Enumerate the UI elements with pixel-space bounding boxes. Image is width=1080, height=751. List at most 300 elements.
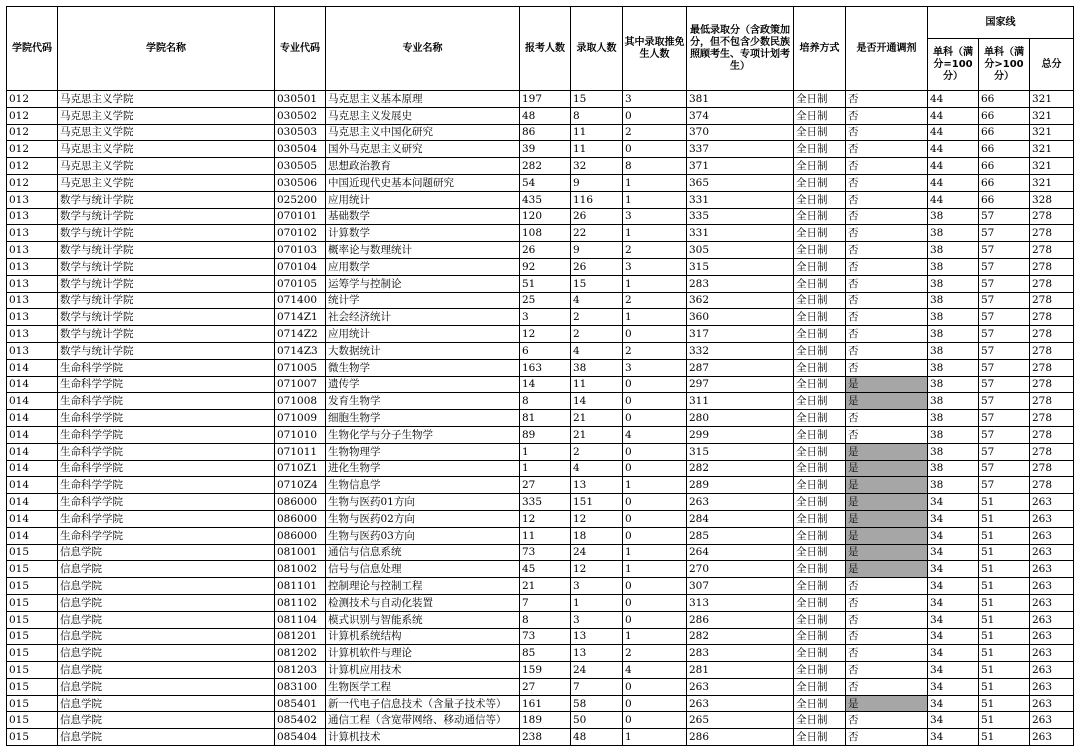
- recommended-cell: 1: [623, 561, 687, 578]
- min-score-cell: 285: [687, 527, 794, 544]
- total-cell: 263: [1030, 678, 1074, 695]
- adjustment-cell: 否: [846, 292, 928, 309]
- applicants-cell: 81: [520, 410, 571, 427]
- major-code-cell: 081101: [275, 578, 326, 595]
- applicants-cell: 1: [520, 443, 571, 460]
- admitted-cell: 14: [571, 393, 623, 410]
- adjustment-cell: 是: [846, 443, 928, 460]
- study-mode-cell: 全日制: [794, 275, 846, 292]
- adjustment-cell: 是: [846, 695, 928, 712]
- table-row: [7, 460, 1074, 477]
- header-college-code: 学院代码: [7, 7, 58, 91]
- major-code-cell: 070101: [275, 208, 326, 225]
- single-100-cell: 34: [928, 678, 979, 695]
- recommended-cell: 1: [623, 544, 687, 561]
- table-row: [7, 91, 1074, 108]
- college-name-cell: 信息学院: [58, 561, 275, 578]
- adjustment-cell: 是: [846, 527, 928, 544]
- total-cell: 278: [1030, 342, 1074, 359]
- single-over-100-cell: 51: [979, 628, 1030, 645]
- recommended-cell: 0: [623, 594, 687, 611]
- adjustment-cell: 否: [846, 628, 928, 645]
- total-cell: 263: [1030, 510, 1074, 527]
- college-name-cell: 生命科学学院: [58, 443, 275, 460]
- major-name-cell: 通信工程（含宽带网络、移动通信等）: [326, 712, 520, 729]
- major-name-cell: 生物与医药02方向: [326, 510, 520, 527]
- major-name-cell: 微生物学: [326, 359, 520, 376]
- applicants-cell: 39: [520, 141, 571, 158]
- applicants-cell: 12: [520, 510, 571, 527]
- table-row: [7, 611, 1074, 628]
- major-code-cell: 086000: [275, 494, 326, 511]
- recommended-cell: 2: [623, 124, 687, 141]
- recommended-cell: 2: [623, 645, 687, 662]
- college-code-cell: 012: [7, 107, 58, 124]
- recommended-cell: 0: [623, 326, 687, 343]
- min-score-cell: 264: [687, 544, 794, 561]
- min-score-cell: 263: [687, 695, 794, 712]
- major-name-cell: 新一代电子信息技术（含量子技术等）: [326, 695, 520, 712]
- table-row: [7, 561, 1074, 578]
- min-score-cell: 280: [687, 410, 794, 427]
- admitted-cell: 12: [571, 561, 623, 578]
- study-mode-cell: 全日制: [794, 326, 846, 343]
- single-over-100-cell: 51: [979, 645, 1030, 662]
- single-over-100-cell: 51: [979, 561, 1030, 578]
- table-row: [7, 376, 1074, 393]
- single-over-100-cell: 57: [979, 342, 1030, 359]
- college-name-cell: 信息学院: [58, 695, 275, 712]
- adjustment-cell: 否: [846, 712, 928, 729]
- college-name-cell: 信息学院: [58, 662, 275, 679]
- single-100-cell: 34: [928, 494, 979, 511]
- min-score-cell: 281: [687, 662, 794, 679]
- applicants-cell: 108: [520, 225, 571, 242]
- single-over-100-cell: 51: [979, 527, 1030, 544]
- college-name-cell: 生命科学学院: [58, 494, 275, 511]
- adjustment-cell: 否: [846, 410, 928, 427]
- total-cell: 278: [1030, 208, 1074, 225]
- single-over-100-cell: 57: [979, 208, 1030, 225]
- major-name-cell: 信号与信息处理: [326, 561, 520, 578]
- total-cell: 263: [1030, 729, 1074, 746]
- college-name-cell: 生命科学学院: [58, 527, 275, 544]
- single-100-cell: 34: [928, 561, 979, 578]
- single-over-100-cell: 66: [979, 158, 1030, 175]
- college-code-cell: 013: [7, 342, 58, 359]
- single-100-cell: 38: [928, 342, 979, 359]
- college-code-cell: 015: [7, 695, 58, 712]
- major-name-cell: 检测技术与自动化装置: [326, 594, 520, 611]
- study-mode-cell: 全日制: [794, 494, 846, 511]
- admitted-cell: 32: [571, 158, 623, 175]
- major-code-cell: 070103: [275, 242, 326, 259]
- single-100-cell: 38: [928, 258, 979, 275]
- recommended-cell: 0: [623, 376, 687, 393]
- major-code-cell: 070105: [275, 275, 326, 292]
- header-study-mode: 培养方式: [794, 7, 846, 91]
- single-100-cell: 38: [928, 460, 979, 477]
- major-name-cell: 思想政治教育: [326, 158, 520, 175]
- adjustment-cell: 否: [846, 191, 928, 208]
- min-score-cell: 305: [687, 242, 794, 259]
- min-score-cell: 360: [687, 309, 794, 326]
- applicants-cell: 159: [520, 662, 571, 679]
- single-over-100-cell: 66: [979, 191, 1030, 208]
- major-code-cell: 081001: [275, 544, 326, 561]
- single-over-100-cell: 57: [979, 460, 1030, 477]
- recommended-cell: 2: [623, 242, 687, 259]
- study-mode-cell: 全日制: [794, 292, 846, 309]
- adjustment-cell: 否: [846, 124, 928, 141]
- college-code-cell: 014: [7, 359, 58, 376]
- college-code-cell: 013: [7, 208, 58, 225]
- study-mode-cell: 全日制: [794, 141, 846, 158]
- recommended-cell: 3: [623, 208, 687, 225]
- admitted-cell: 4: [571, 342, 623, 359]
- admitted-cell: 4: [571, 292, 623, 309]
- single-100-cell: 38: [928, 225, 979, 242]
- single-100-cell: 38: [928, 477, 979, 494]
- adjustment-cell: 否: [846, 258, 928, 275]
- table-row: [7, 309, 1074, 326]
- admitted-cell: 15: [571, 91, 623, 108]
- admitted-cell: 2: [571, 309, 623, 326]
- major-name-cell: 统计学: [326, 292, 520, 309]
- major-code-cell: 070104: [275, 258, 326, 275]
- recommended-cell: 0: [623, 678, 687, 695]
- study-mode-cell: 全日制: [794, 594, 846, 611]
- recommended-cell: 1: [623, 309, 687, 326]
- major-code-cell: 0710Z1: [275, 460, 326, 477]
- single-over-100-cell: 57: [979, 309, 1030, 326]
- major-code-cell: 085401: [275, 695, 326, 712]
- college-code-cell: 015: [7, 544, 58, 561]
- adjustment-cell: 否: [846, 141, 928, 158]
- admitted-cell: 13: [571, 628, 623, 645]
- study-mode-cell: 全日制: [794, 342, 846, 359]
- admitted-cell: 21: [571, 426, 623, 443]
- admitted-cell: 3: [571, 578, 623, 595]
- table-row: [7, 578, 1074, 595]
- college-code-cell: 014: [7, 443, 58, 460]
- major-code-cell: 081002: [275, 561, 326, 578]
- adjustment-cell: 是: [846, 460, 928, 477]
- college-code-cell: 013: [7, 275, 58, 292]
- single-100-cell: 44: [928, 191, 979, 208]
- adjustment-cell: 否: [846, 426, 928, 443]
- single-100-cell: 34: [928, 578, 979, 595]
- table-row: [7, 107, 1074, 124]
- table-row: [7, 208, 1074, 225]
- recommended-cell: 0: [623, 107, 687, 124]
- major-name-cell: 计算机应用技术: [326, 662, 520, 679]
- college-code-cell: 013: [7, 292, 58, 309]
- college-name-cell: 信息学院: [58, 628, 275, 645]
- table-row: [7, 174, 1074, 191]
- min-score-cell: 283: [687, 645, 794, 662]
- admitted-cell: 12: [571, 510, 623, 527]
- admitted-cell: 50: [571, 712, 623, 729]
- table-row: [7, 410, 1074, 427]
- applicants-cell: 163: [520, 359, 571, 376]
- total-cell: 278: [1030, 359, 1074, 376]
- admitted-cell: 11: [571, 376, 623, 393]
- table-row: [7, 443, 1074, 460]
- major-code-cell: 071011: [275, 443, 326, 460]
- table-row: [7, 477, 1074, 494]
- recommended-cell: 3: [623, 258, 687, 275]
- college-code-cell: 015: [7, 662, 58, 679]
- adjustment-cell: 是: [846, 393, 928, 410]
- college-code-cell: 012: [7, 158, 58, 175]
- adjustment-cell: 否: [846, 578, 928, 595]
- admitted-cell: 116: [571, 191, 623, 208]
- adjustment-cell: 否: [846, 611, 928, 628]
- min-score-cell: 315: [687, 443, 794, 460]
- total-cell: 278: [1030, 376, 1074, 393]
- table-row: [7, 729, 1074, 746]
- college-name-cell: 数学与统计学院: [58, 242, 275, 259]
- major-name-cell: 计算数学: [326, 225, 520, 242]
- major-name-cell: 基础数学: [326, 208, 520, 225]
- min-score-cell: 299: [687, 426, 794, 443]
- study-mode-cell: 全日制: [794, 477, 846, 494]
- table-row: [7, 393, 1074, 410]
- single-over-100-cell: 51: [979, 712, 1030, 729]
- table-row: [7, 326, 1074, 343]
- recommended-cell: 0: [623, 712, 687, 729]
- adjustment-cell: 否: [846, 174, 928, 191]
- study-mode-cell: 全日制: [794, 561, 846, 578]
- total-cell: 321: [1030, 124, 1074, 141]
- major-name-cell: 大数据统计: [326, 342, 520, 359]
- single-100-cell: 44: [928, 91, 979, 108]
- college-code-cell: 013: [7, 225, 58, 242]
- admitted-cell: 24: [571, 544, 623, 561]
- table-row: [7, 662, 1074, 679]
- min-score-cell: 307: [687, 578, 794, 595]
- adjustment-cell: 否: [846, 326, 928, 343]
- major-name-cell: 控制理论与控制工程: [326, 578, 520, 595]
- single-100-cell: 34: [928, 544, 979, 561]
- major-code-cell: 025200: [275, 191, 326, 208]
- applicants-cell: 282: [520, 158, 571, 175]
- applicants-cell: 435: [520, 191, 571, 208]
- total-cell: 263: [1030, 628, 1074, 645]
- table-row: [7, 594, 1074, 611]
- college-code-cell: 012: [7, 141, 58, 158]
- adjustment-cell: 否: [846, 208, 928, 225]
- total-cell: 321: [1030, 174, 1074, 191]
- admitted-cell: 2: [571, 326, 623, 343]
- min-score-cell: 335: [687, 208, 794, 225]
- college-code-cell: 014: [7, 426, 58, 443]
- college-name-cell: 数学与统计学院: [58, 275, 275, 292]
- study-mode-cell: 全日制: [794, 309, 846, 326]
- major-code-cell: 070102: [275, 225, 326, 242]
- applicants-cell: 11: [520, 527, 571, 544]
- adjustment-cell: 否: [846, 678, 928, 695]
- major-code-cell: 030503: [275, 124, 326, 141]
- college-name-cell: 生命科学学院: [58, 393, 275, 410]
- applicants-cell: 197: [520, 91, 571, 108]
- college-code-cell: 014: [7, 477, 58, 494]
- college-code-cell: 014: [7, 376, 58, 393]
- study-mode-cell: 全日制: [794, 393, 846, 410]
- header-single-over-100: 单科（满分>100分）: [979, 39, 1030, 91]
- major-name-cell: 生物物理学: [326, 443, 520, 460]
- single-100-cell: 34: [928, 628, 979, 645]
- header-major-name: 专业名称: [326, 7, 520, 91]
- major-code-cell: 071007: [275, 376, 326, 393]
- major-code-cell: 030506: [275, 174, 326, 191]
- applicants-cell: 73: [520, 628, 571, 645]
- header-major-code: 专业代码: [275, 7, 326, 91]
- total-cell: 263: [1030, 662, 1074, 679]
- major-code-cell: 085404: [275, 729, 326, 746]
- major-name-cell: 国外马克思主义研究: [326, 141, 520, 158]
- study-mode-cell: 全日制: [794, 695, 846, 712]
- single-over-100-cell: 57: [979, 242, 1030, 259]
- college-code-cell: 015: [7, 678, 58, 695]
- table-row: [7, 510, 1074, 527]
- single-over-100-cell: 51: [979, 729, 1030, 746]
- admitted-cell: 21: [571, 410, 623, 427]
- adjustment-cell: 否: [846, 225, 928, 242]
- recommended-cell: 0: [623, 460, 687, 477]
- admitted-cell: 4: [571, 460, 623, 477]
- recommended-cell: 0: [623, 141, 687, 158]
- recommended-cell: 4: [623, 426, 687, 443]
- college-code-cell: 013: [7, 258, 58, 275]
- major-name-cell: 生物化学与分子生物学: [326, 426, 520, 443]
- adjustment-cell: 否: [846, 662, 928, 679]
- table-row: [7, 225, 1074, 242]
- min-score-cell: 337: [687, 141, 794, 158]
- min-score-cell: 381: [687, 91, 794, 108]
- min-score-cell: 317: [687, 326, 794, 343]
- admitted-cell: 1: [571, 594, 623, 611]
- major-code-cell: 086000: [275, 527, 326, 544]
- college-name-cell: 马克思主义学院: [58, 158, 275, 175]
- single-100-cell: 38: [928, 275, 979, 292]
- college-code-cell: 013: [7, 309, 58, 326]
- study-mode-cell: 全日制: [794, 527, 846, 544]
- college-code-cell: 014: [7, 494, 58, 511]
- applicants-cell: 86: [520, 124, 571, 141]
- applicants-cell: 335: [520, 494, 571, 511]
- total-cell: 263: [1030, 494, 1074, 511]
- table-row: [7, 359, 1074, 376]
- major-name-cell: 马克思主义基本原理: [326, 91, 520, 108]
- total-cell: 278: [1030, 410, 1074, 427]
- single-over-100-cell: 66: [979, 174, 1030, 191]
- admitted-cell: 8: [571, 107, 623, 124]
- admitted-cell: 3: [571, 611, 623, 628]
- admitted-cell: 58: [571, 695, 623, 712]
- single-100-cell: 38: [928, 292, 979, 309]
- total-cell: 263: [1030, 645, 1074, 662]
- header-admitted: 录取人数: [571, 7, 623, 91]
- single-over-100-cell: 57: [979, 359, 1030, 376]
- college-name-cell: 马克思主义学院: [58, 174, 275, 191]
- admitted-cell: 38: [571, 359, 623, 376]
- college-name-cell: 信息学院: [58, 544, 275, 561]
- table-row: [7, 191, 1074, 208]
- header-adjustment: 是否开通调剂: [846, 7, 928, 91]
- study-mode-cell: 全日制: [794, 174, 846, 191]
- major-name-cell: 概率论与数理统计: [326, 242, 520, 259]
- single-over-100-cell: 51: [979, 695, 1030, 712]
- major-code-cell: 0710Z4: [275, 477, 326, 494]
- major-name-cell: 模式识别与智能系统: [326, 611, 520, 628]
- adjustment-cell: 是: [846, 544, 928, 561]
- single-over-100-cell: 51: [979, 510, 1030, 527]
- applicants-cell: 89: [520, 426, 571, 443]
- min-score-cell: 332: [687, 342, 794, 359]
- admitted-cell: 151: [571, 494, 623, 511]
- adjustment-cell: 是: [846, 376, 928, 393]
- study-mode-cell: 全日制: [794, 578, 846, 595]
- applicants-cell: 161: [520, 695, 571, 712]
- applicants-cell: 8: [520, 393, 571, 410]
- college-name-cell: 生命科学学院: [58, 510, 275, 527]
- recommended-cell: 0: [623, 611, 687, 628]
- single-over-100-cell: 57: [979, 225, 1030, 242]
- major-name-cell: 计算机软件与理论: [326, 645, 520, 662]
- major-name-cell: 计算机技术: [326, 729, 520, 746]
- table-row: [7, 712, 1074, 729]
- major-name-cell: 运筹学与控制论: [326, 275, 520, 292]
- study-mode-cell: 全日制: [794, 242, 846, 259]
- header-min-score: 最低录取分（含政策加分，但不包含少数民族照顾考生、专项计划考生）: [687, 7, 794, 91]
- college-name-cell: 生命科学学院: [58, 359, 275, 376]
- admitted-cell: 26: [571, 258, 623, 275]
- total-cell: 278: [1030, 326, 1074, 343]
- study-mode-cell: 全日制: [794, 191, 846, 208]
- single-100-cell: 34: [928, 712, 979, 729]
- applicants-cell: 27: [520, 477, 571, 494]
- major-code-cell: 081203: [275, 662, 326, 679]
- college-name-cell: 生命科学学院: [58, 426, 275, 443]
- total-cell: 328: [1030, 191, 1074, 208]
- study-mode-cell: 全日制: [794, 611, 846, 628]
- study-mode-cell: 全日制: [794, 258, 846, 275]
- major-name-cell: 计算机系统结构: [326, 628, 520, 645]
- recommended-cell: 1: [623, 174, 687, 191]
- recommended-cell: 1: [623, 477, 687, 494]
- table-row: [7, 645, 1074, 662]
- college-code-cell: 015: [7, 611, 58, 628]
- admitted-cell: 11: [571, 124, 623, 141]
- applicants-cell: 8: [520, 611, 571, 628]
- applicants-cell: 73: [520, 544, 571, 561]
- college-name-cell: 信息学院: [58, 611, 275, 628]
- min-score-cell: 265: [687, 712, 794, 729]
- college-code-cell: 014: [7, 527, 58, 544]
- min-score-cell: 331: [687, 191, 794, 208]
- header-total: 总分: [1030, 39, 1074, 91]
- college-name-cell: 信息学院: [58, 712, 275, 729]
- adjustment-cell: 否: [846, 158, 928, 175]
- major-code-cell: 085402: [275, 712, 326, 729]
- min-score-cell: 365: [687, 174, 794, 191]
- total-cell: 278: [1030, 292, 1074, 309]
- college-code-cell: 012: [7, 91, 58, 108]
- single-100-cell: 34: [928, 510, 979, 527]
- min-score-cell: 370: [687, 124, 794, 141]
